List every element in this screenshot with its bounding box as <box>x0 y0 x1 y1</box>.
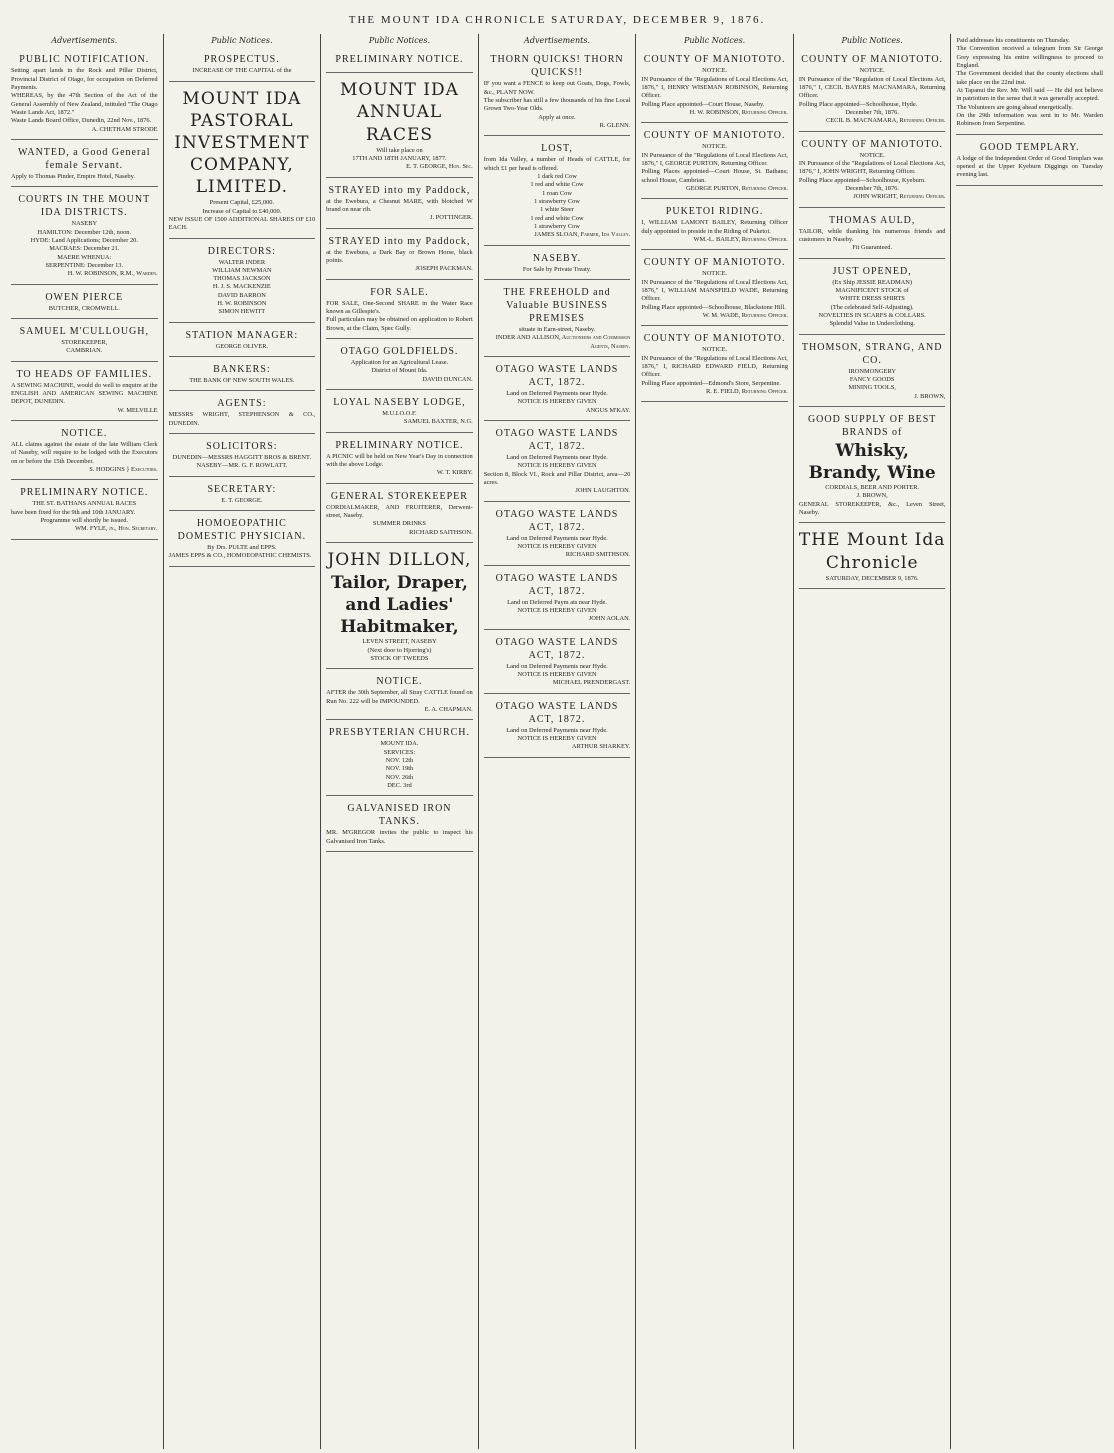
ad-title: THE Mount Ida Chronicle <box>798 530 946 573</box>
ad-title: COURTS IN THE MOUNT IDA DISTRICTS. <box>18 194 151 219</box>
ad-text: FOR SALE, One-Second SHARE in the Water Race known as Gillespie's. <box>326 299 473 315</box>
ad-text: MR. M'GREGOR invites the public to inspect his Galvanised Iron Tanks. <box>326 829 473 845</box>
ad-signature: JOHN LAUGHTON. <box>575 487 631 495</box>
ad-signature: MICHAEL PRENDERGAST. <box>552 679 631 687</box>
ad-text: MINING TOOLS, <box>848 384 896 392</box>
ad-text: SERVICES: <box>383 748 416 756</box>
ad-title: OTAGO WASTE LANDS ACT, 1872. <box>495 508 619 533</box>
ad-text: Application for an Agricultural Lease. <box>350 358 449 366</box>
ad-title: COUNTY OF MANIOTOTO. <box>643 257 786 269</box>
ad-text: IRONMONGERY <box>848 367 896 375</box>
ad-text: ALL claims against the estate of the late William Clerk of Naseby, will require to be lodged with the Executors on or before the 15th December. <box>11 440 158 465</box>
ad-text: On the 29th information was sent in to Mr. Warden Robinson from Serpentine. <box>956 111 1104 128</box>
ad-title: MOUNT IDA ANNUAL RACES <box>339 80 459 145</box>
advertisement <box>169 84 316 239</box>
ad-text: SIMON HEWITT <box>218 308 266 316</box>
column-heading: Advertisements. <box>51 36 118 45</box>
ad-signature: RICHARD SMITHSON. <box>565 551 631 559</box>
ad-title: JUST OPENED, <box>832 265 912 277</box>
ad-signature: JAMES SLOAN, Farmer, Ida Valley. <box>534 231 631 239</box>
ad-text: 17TH AND 18TH JANUARY, 1877. <box>352 155 447 162</box>
ad-text: have been fixed for the 9th and 10th JANUARY. <box>11 508 136 516</box>
advertisement <box>956 34 1103 135</box>
advertisement <box>11 482 158 539</box>
ad-signature: WM. FYLE, jn., Hon. Secretary. <box>74 525 158 533</box>
advertisement <box>641 201 788 250</box>
ad-title: NOTICE. <box>376 676 423 688</box>
ad-text: MOUNT IDA. <box>380 740 419 748</box>
ad-text: (Ex Ship JESSIE READMAN) <box>832 278 913 286</box>
advertisement <box>169 393 316 434</box>
ad-text: WALTER INDER <box>218 258 266 266</box>
ad-text: CAMBRIAN. <box>66 347 103 355</box>
ad-text: NOTICE IS HEREBY GIVEN <box>517 734 597 742</box>
ad-signature: A. CHETHAM STRODE <box>91 125 158 133</box>
advertisement <box>484 282 631 357</box>
ad-text: 1 white Steer <box>540 206 574 214</box>
ad-signature: J. POTTINGER. <box>429 214 473 222</box>
ad-title: FOR SALE. <box>370 286 429 298</box>
ad-text: I, WILLIAM LAMONT BAILEY, Returning Officer duly appointed to preside in the Riding of Puketoi. <box>641 219 788 235</box>
ad-text: At Tapanui the Rev. Mr. Will said — He did not believe in patriotism in the sense that it was generally accepted. <box>956 86 1104 103</box>
ad-title: NOTICE. <box>61 427 108 439</box>
advertisement <box>326 486 473 543</box>
ad-signature: W. MELVILLE <box>117 406 158 414</box>
advertisement <box>169 49 316 81</box>
ad-text: NOTICE. <box>859 151 885 159</box>
ad-text: The subscriber has still a few thousands of his fine Local Grown Two-Year Olds. <box>483 97 631 113</box>
ad-title: TO HEADS OF FAMILIES. <box>16 368 153 380</box>
ad-text: INCREASE OF THE CAPITAL of the <box>192 67 292 75</box>
ad-title: LOYAL NASEBY LODGE, <box>333 396 466 408</box>
ad-title: BANKERS: <box>213 364 271 376</box>
column-7 <box>951 34 1108 1449</box>
advertisement <box>799 409 946 524</box>
ad-text: IN Pursuance of the "Regulations of Local Elections Act, 1876," I, JOHN WRIGHT, Returning Officer. <box>798 160 946 176</box>
advertisement <box>11 321 158 362</box>
advertisement <box>326 798 473 852</box>
ad-text: NOV. 19th <box>385 765 414 773</box>
column-5 <box>636 34 794 1449</box>
ad-signature: H. W. ROBINSON, R.M., Warden. <box>67 270 158 278</box>
ad-text: Land on Deferred Paym ats near Hyde. <box>507 598 607 606</box>
advertisement <box>11 287 158 319</box>
column-6 <box>794 34 952 1449</box>
ad-text: NOTICE IS HEREBY GIVEN <box>517 462 597 470</box>
ad-text: NOTICE IS HEREBY GIVEN <box>517 606 597 614</box>
masthead <box>0 0 1114 34</box>
ad-text: Full particulars may be obtained on application to Robert Brown, at the Claim, Spec Gully. <box>326 316 473 332</box>
ad-title: OTAGO GOLDFIELDS. <box>340 345 459 357</box>
ad-text: SATURDAY, DECEMBER 9, 1876. <box>825 574 919 582</box>
ad-signature: J. BROWN, <box>914 392 946 400</box>
ad-title: PROSPECTUS. <box>203 54 280 66</box>
ad-text: Splendid Value in Underclothing. <box>829 320 915 328</box>
ad-text: IN Pursuance of the "Regulations of Local Elections Act, 1876," I, RICHARD EDWARD FIELD, Returning Officer. <box>641 354 788 379</box>
ad-text: Polling Place appointed—Schoolhouse, Kyeburn. <box>798 176 926 184</box>
ad-signature: E. T. GEORGE, Hon. Sec. <box>406 163 473 171</box>
ad-title: COUNTY OF MANIOTOTO. <box>801 54 944 66</box>
ad-title: PRELIMINARY NOTICE. <box>335 54 464 66</box>
ad-title: HOMOEOPATHIC DOMESTIC PHYSICIAN. <box>177 518 307 543</box>
ad-text: District of Mount Ida. <box>371 367 428 375</box>
ad-text: 1 red and white Cow <box>530 214 584 222</box>
ad-title: SAMUEL M'CULLOUGH, <box>19 325 149 337</box>
ad-signature: ARTHUR SHARKEY. <box>571 743 631 751</box>
ad-text: Tailor, Draper, and Ladies' Habitmaker, <box>330 572 468 638</box>
ad-text: NOTICE. <box>702 67 728 75</box>
column-heading: Public Notices. <box>683 36 746 45</box>
ad-text: NOTICE. <box>859 67 885 75</box>
ad-text: J. BROWN, <box>856 492 888 500</box>
ad-text: STOCK OF TWEEDS <box>370 654 429 662</box>
advertisement <box>484 568 631 630</box>
ad-text: LEVEN STREET, NASEBY <box>362 638 437 646</box>
ad-title: THOMAS AULD, <box>828 214 916 226</box>
advertisement <box>484 138 631 245</box>
ad-text: December 7th, 1876. <box>845 109 899 117</box>
ad-title: PRESBYTERIAN CHURCH. <box>328 727 471 739</box>
advertisement <box>484 632 631 694</box>
ad-signature: H. W. ROBINSON, Returning Officer. <box>689 109 788 117</box>
advertisement <box>326 722 473 796</box>
ad-signature: DAVID DUNCAN. <box>422 375 473 383</box>
ad-title: SECRETARY: <box>207 483 277 495</box>
advertisement <box>326 49 473 73</box>
ad-title: COUNTY OF MANIOTOTO. <box>643 333 786 345</box>
ad-title: THORN QUICKS! THORN QUICKS!! <box>490 54 624 79</box>
ad-text: Polling Place appointed—Schoolhouse, Blackstone Hill. <box>641 303 786 311</box>
ad-title: THOMSON, STRANG, AND CO. <box>801 341 943 366</box>
ad-text: 1 roan Cow <box>542 189 572 197</box>
ad-text: CORDIALS, BEER AND PORTER. <box>825 484 920 492</box>
ad-title: COUNTY OF MANIOTOTO. <box>801 138 944 150</box>
ad-text: Apply to Thomas Pinder, Empire Hotel, Naseby. <box>11 173 135 181</box>
advertisement <box>484 423 631 502</box>
ad-text: from Ida Valley, a number of Heads of CATTLE, for which £1 per head is offered. <box>483 156 631 172</box>
advertisement <box>641 328 788 402</box>
ad-text: THOMAS JACKSON <box>213 275 271 283</box>
advertisement <box>641 125 788 199</box>
advertisement <box>11 423 158 480</box>
advertisement <box>956 137 1103 186</box>
ad-signature: W. T. KIRBY. <box>436 469 473 477</box>
ad-text: NOTICE. <box>702 143 728 151</box>
ad-title: OWEN PIERCE <box>45 291 124 303</box>
ad-title: STRAYED into my Paddock, <box>328 184 471 196</box>
ad-text: IF you want a FENCE to keep out Goats, Dogs, Fowls, &c., PLANT NOW. <box>483 80 631 96</box>
ad-text: Polling Places appointed—Court House, St. Bathans; school House, Cambrian. <box>641 168 788 184</box>
ad-text: (Next door to Hjorring's) <box>367 646 432 654</box>
ad-text: Waste Lands Board Office, Dunedin, 22nd Nov., 1876. <box>11 117 152 125</box>
ad-text: Setting apart lands in the Rock and Pillar District, Provincial District of Otago, for occupation on Deferred Payments. <box>11 67 158 92</box>
ad-text: JAMES EPPS & CO., HOMOEOPATHIC CHEMISTS. <box>168 552 312 560</box>
advertisement <box>799 49 946 131</box>
ad-text: MAGNIFICENT STOCK of <box>835 286 909 294</box>
ad-signature: SAMUEL BAXTER, N.G. <box>403 418 473 426</box>
ad-text: The Government decided that the county elections shall take place on the 22nd inst. <box>956 70 1104 86</box>
ad-title: OTAGO WASTE LANDS ACT, 1872. <box>495 427 619 452</box>
ad-title: COUNTY OF MANIOTOTO. <box>643 130 786 142</box>
ad-signature: JOHN WRIGHT, Returning Officer. <box>853 193 946 201</box>
ad-text: 1 dark red Cow <box>537 173 577 181</box>
ad-title: DIRECTORS: <box>207 245 276 257</box>
ad-text: Programme will shortly be issued. <box>40 516 129 524</box>
ad-text: HAMILTON: December 12th, noon. <box>37 228 132 236</box>
column-heading: Public Notices. <box>841 36 903 45</box>
ad-text: For Sale by Private Treaty. <box>522 265 592 273</box>
ad-text: Fit Guaranteed. <box>852 244 893 252</box>
ad-text: at the Ewebura, a Dark Bay or Brown Horse, black points. <box>326 248 473 264</box>
advertisement <box>169 513 316 567</box>
ad-title: OTAGO WASTE LANDS ACT, 1872. <box>495 363 619 388</box>
ad-text: NOTICE IS HEREBY GIVEN <box>517 670 597 678</box>
ad-signature: RICHARD SAITHSON. <box>409 528 473 536</box>
ad-text: situate in Earn-street, Naseby. <box>518 325 596 333</box>
advertisement <box>326 671 473 720</box>
advertisement <box>799 210 946 259</box>
ad-title: JOHN DILLON, <box>327 549 472 570</box>
ad-text: Polling Place appointed—Schoolhouse, Hyde. <box>798 100 918 108</box>
ad-text: H. W. ROBINSON <box>217 300 267 308</box>
ad-title: NASEBY. <box>532 252 582 264</box>
advertisement <box>641 49 788 123</box>
advertisement <box>326 282 473 339</box>
ad-title: GALVANISED IRON TANKS. <box>347 803 452 828</box>
advertisement <box>326 545 473 669</box>
ad-title: GOOD SUPPLY OF BEST BRANDS of <box>807 413 937 438</box>
ad-signature: ANGUS M'KAY. <box>585 406 631 414</box>
ad-text: (The celebrated Self-Adjusting). <box>830 303 914 311</box>
ad-text: IN Pursuance of the "Regulation of Local Elections Act, 1876," I, CECIL BAYERS MACNAMARA, Returning Officer. <box>798 75 946 100</box>
ad-text: MAERE WHENUA: <box>57 253 112 261</box>
ad-title: STATION MANAGER: <box>185 329 299 341</box>
ad-text: The Volunteers are going ahead energetically. <box>956 103 1073 111</box>
ad-text: at the Ewebura, a Chesnut MARE, with blotched W brand on near rib. <box>326 197 473 213</box>
advertisement <box>169 325 316 357</box>
columns <box>6 34 1108 1449</box>
ad-text: GENERAL STOREKEEPER, &c., Leven Street, Naseby. <box>798 500 946 517</box>
ad-title: THE FREEHOLD and Valuable BUSINESS PREMISES <box>503 286 611 324</box>
ad-text: NASEBY—MR. G. F. ROWLATT. <box>196 462 288 470</box>
advertisement <box>169 479 316 511</box>
ad-text: By Drs. PULTE and EPPS. <box>207 544 277 552</box>
ad-text: The Convention received a telegram from Sir George Grey expressing his entire willingness to proceed to England. <box>956 45 1104 69</box>
ad-text: Apply at once. <box>538 113 576 121</box>
ad-text: Present Capital, £25,000. <box>209 199 275 207</box>
ad-title: PRELIMINARY NOTICE. <box>20 487 149 499</box>
advertisement <box>799 261 946 335</box>
ad-text: IN Pursuance of the "Regulations of Local Elections Act, 1876," I, HENRY WISEMAN ROBINSON, Returning Officer. <box>641 75 788 100</box>
ad-title: GOOD TEMPLARY. <box>979 141 1080 153</box>
ad-text: WHEREAS, by the 47th Section of the Act of the General Assembly of New Zealand, intituled "The Otago Waste Lands Act, 1872." <box>11 92 158 117</box>
ad-text: HYDE: Land Applications; December 20. <box>30 237 138 244</box>
ad-text: Land on Deferred Payments near Hyde. <box>506 534 608 542</box>
advertisement <box>799 337 946 407</box>
column-2 <box>164 34 322 1449</box>
column-3 <box>321 34 479 1449</box>
ad-text: SUMMER DRINKS <box>372 520 426 528</box>
ad-text: A PICNIC will be held on New Year's Day in connection with the above Lodge. <box>326 452 473 468</box>
column-heading: Public Notices. <box>211 36 273 45</box>
advertisement <box>11 189 158 284</box>
ad-text: NEW ISSUE OF 1500 ADDITIONAL SHARES OF £10 EACH. <box>168 215 316 232</box>
ad-signature: R. GLENN. <box>599 122 631 130</box>
ad-text: 1 strawberry Cow <box>534 222 580 230</box>
ad-title: AGENTS: <box>217 398 267 410</box>
advertisement <box>169 436 316 477</box>
ad-text: Land on Deferred Payments near Hyde. <box>506 453 608 461</box>
advertisement <box>326 392 473 433</box>
ad-text: E. T. GEORGE. <box>221 496 263 504</box>
advertisement <box>484 504 631 566</box>
ad-text: MACRAES: December 21. <box>49 245 120 253</box>
ad-text: DEC. 3rd <box>387 781 412 789</box>
ad-text: MESSRS WRIGHT, STEPHENSON & CO., DUNEDIN. <box>168 411 316 427</box>
ad-signature: INDER AND ALLISON, Auctioneers and Commission Agents, Naseby. <box>495 334 631 350</box>
advertisement <box>11 49 158 140</box>
ad-text: BUTCHER, CROMWELL. <box>48 304 120 312</box>
ad-text: NOV. 12th <box>385 756 414 764</box>
ad-text: Land on Deferred Payments near Hyde. <box>506 662 608 670</box>
advertisement <box>169 241 316 323</box>
advertisement <box>326 341 473 390</box>
ad-text: Section 8, Block VI., Rock and Pillar District, area—20 acres. <box>483 470 631 486</box>
column-4 <box>479 34 637 1449</box>
ad-text: IN Pursuance of the "Regulations of Local Elections Act, 1876," I, WILLIAM MANSFIELD WADE, Returning Officer. <box>641 278 788 303</box>
ad-text: Land on Deferred Payments near Hyde. <box>506 389 608 397</box>
advertisement <box>11 364 158 421</box>
ad-text: WILLIAM NEWMAN <box>212 266 272 274</box>
advertisement <box>641 252 788 326</box>
ad-text: M.U.I.O.O.F. <box>382 409 417 417</box>
ad-text: STOREKEEPER, <box>61 338 108 346</box>
ad-title: OTAGO WASTE LANDS ACT, 1872. <box>495 636 619 661</box>
ad-text: Land on Deferred Payments near Hyde. <box>506 726 608 734</box>
advertisement <box>326 435 473 484</box>
ad-text: FANCY GOODS <box>849 375 895 383</box>
ad-text: NOTICE IS HEREBY GIVEN <box>517 398 597 406</box>
ad-title: PUKETOI RIDING. <box>665 206 764 218</box>
advertisement <box>484 248 631 280</box>
ad-title: MOUNT IDA PASTORAL INVESTMENT COMPANY, LIMITED. <box>174 88 310 198</box>
ad-title: SOLICITORS: <box>206 441 278 453</box>
advertisement <box>484 696 631 758</box>
column-heading: Public Notices. <box>368 36 431 45</box>
ad-text: NOV. 26th <box>385 773 414 781</box>
ad-text: Increase of Capital to £40,000. <box>202 207 282 215</box>
ad-text: A lodge of the Independent Order of Good Templars was opened at the Upper Kyeburn Diggings on Tuesday evening last. <box>956 154 1104 179</box>
ad-title: WANTED, a Good General female Servant. <box>18 147 151 172</box>
ad-text: DUNEDIN—MESSRS HAGGITT BROS & BRENT. <box>172 454 312 462</box>
ad-title: GENERAL STOREKEEPER <box>330 490 468 502</box>
advertisement <box>799 525 946 589</box>
ad-text: Polling Place appointed—Court House, Naseby. <box>641 100 765 108</box>
ad-text: December 7th, 1876. <box>845 185 899 192</box>
ad-title: PRELIMINARY NOTICE. <box>335 439 464 451</box>
ad-signature: GEORGE PURTON, Returning Officer. <box>686 185 788 192</box>
ad-title: OTAGO WASTE LANDS ACT, 1872. <box>495 700 619 725</box>
ad-title: COUNTY OF MANIOTOTO. <box>643 54 786 66</box>
ad-text: Will take place on <box>376 146 423 154</box>
ad-text: A SEWING MACHINE, would do well to enquire at the ENGLISH AND AMERICAN SEWING MACHINE DEPOT, DUNEDIN. <box>11 381 158 406</box>
ad-text: IN Pursuance of the "Regulations of Local Elections Act, 1876," I, GEORGE PURTON, Returning Officer. <box>641 151 788 168</box>
ad-text: NOTICE IS HEREBY GIVEN <box>517 542 597 550</box>
advertisement <box>11 142 158 187</box>
ad-signature: E. A. CHAPMAN. <box>424 705 473 713</box>
ad-text: Whisky, Brandy, Wine <box>808 440 936 484</box>
advertisement <box>326 180 473 229</box>
advertisement <box>326 75 473 177</box>
ad-text: NASEBY <box>71 220 98 228</box>
ad-signature: WM.-L. BAILEY, Returning Officer. <box>693 235 788 243</box>
ad-text: Polling Place appointed—Edmond's Store, Serpentine. <box>641 379 781 387</box>
ad-signature: JOHN AOLAN. <box>588 615 631 623</box>
ad-signature: W. M. WADE, Returning Officer. <box>702 311 788 319</box>
ad-signature: R. E. FIELD, Returning Officer. <box>705 387 788 395</box>
ad-text: NOVELTIES IN SCARFS & COLLARS. <box>818 311 926 319</box>
advertisement <box>799 134 946 208</box>
ad-signature: CECIL B. MACNAMARA, Returning Officer. <box>825 117 946 125</box>
advertisement <box>326 231 473 280</box>
ad-text: H. J. S. MACKENZIE <box>212 283 271 291</box>
ad-title: STRAYED into my Paddock, <box>328 235 471 247</box>
advertisement <box>169 359 316 391</box>
ad-title: PUBLIC NOTIFICATION. <box>19 54 150 66</box>
ad-text: Paid addresses his constituents on Thursday. <box>956 37 1070 44</box>
advertisement <box>484 359 631 421</box>
column-heading: Advertisements. <box>524 36 590 45</box>
ad-text: THE ST. BATHANS ANNUAL RACES <box>32 500 137 508</box>
ad-text: 1 strawberry Cow <box>534 198 580 205</box>
ad-text: DAVID BARRON <box>217 291 266 299</box>
ad-text: GEORGE OLIVER. <box>215 342 269 350</box>
advertisement <box>484 49 631 136</box>
ad-signature: JOSEPH PACKMAN. <box>415 265 473 273</box>
ad-title: OTAGO WASTE LANDS ACT, 1872. <box>495 572 619 597</box>
ad-text: TAILOR, while thanking his numerous friends and customers in Naseby. <box>798 227 946 243</box>
ad-text: NOTICE. <box>702 346 728 354</box>
ad-signature: S. HODGINS } Executors. <box>89 465 158 473</box>
ad-text: WHITE DRESS SHIRTS <box>839 295 905 303</box>
ad-text: NOTICE. <box>702 270 728 278</box>
ad-text: 1 red and white Cow <box>530 181 584 189</box>
ad-text: THE BANK OF NEW SOUTH WALES. <box>189 377 295 385</box>
ad-text: SERPENTINE: December 13. <box>45 261 124 269</box>
ad-title: LOST, <box>541 143 573 155</box>
column-1 <box>6 34 164 1449</box>
ad-text: AFTER the 30th September, all Stray CATTLE found on Run No. 222 will be IMPOUNDED. <box>326 689 473 705</box>
ad-text: CORDIALMAKER, AND FRUITERER, Derwent-street, Naseby. <box>326 503 473 519</box>
masthead-title: THE MOUNT IDA CHRONICLE SATURDAY, DECEMBER 9, 1876. <box>348 14 766 26</box>
